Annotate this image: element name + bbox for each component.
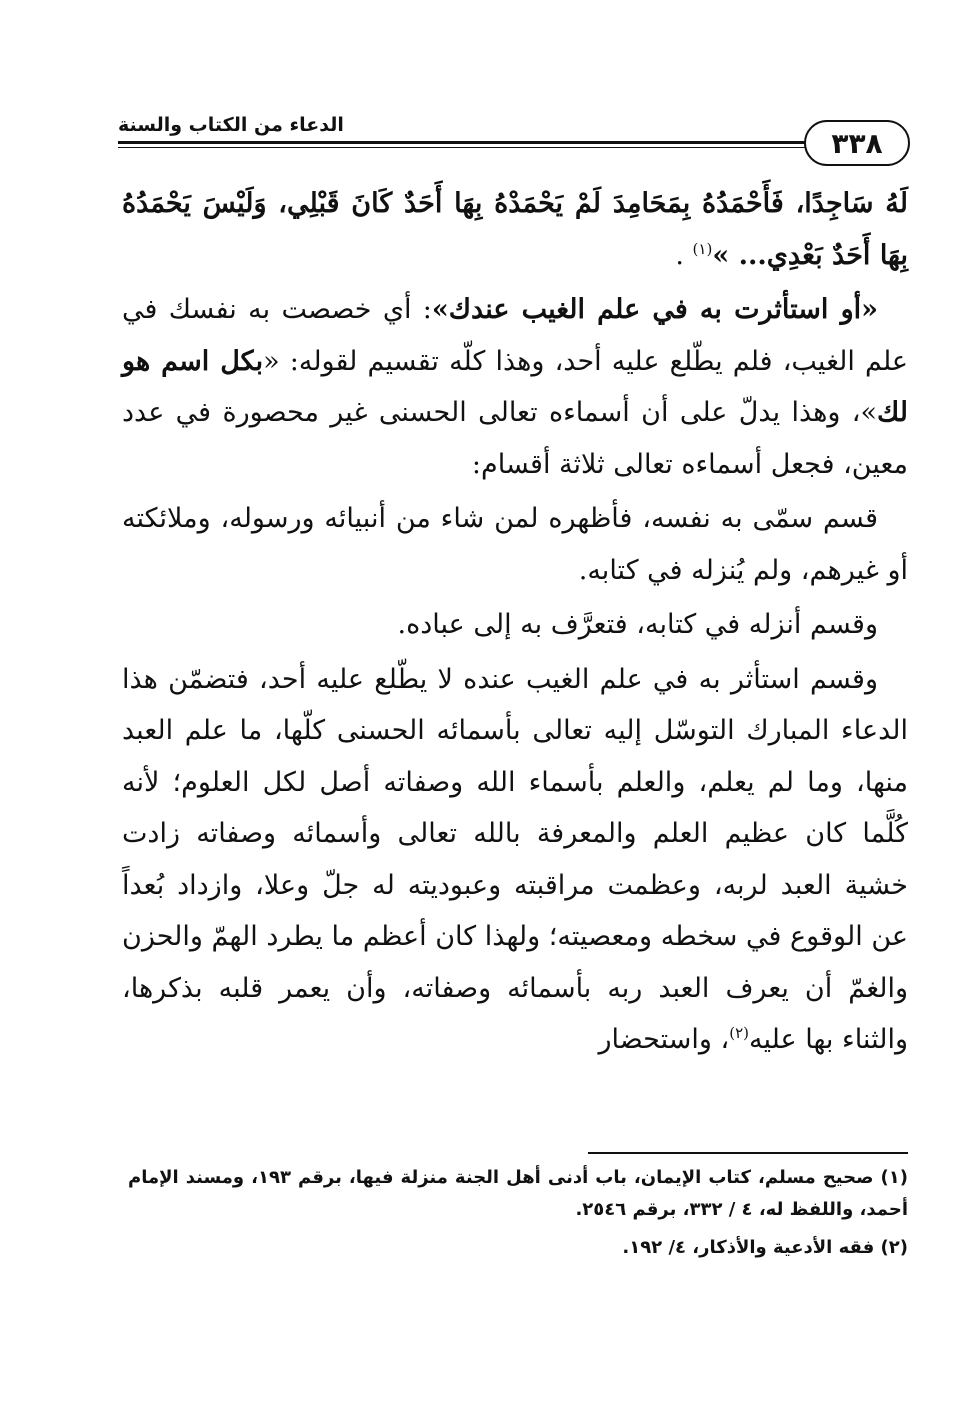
hadith-quote: لَهُ سَاجِدًا، فَأَحْمَدُهُ بِمَحَامِدَ لَمْ يَحْمَدْهُ بِهَا أَحَدٌ كَانَ قَبْلِي، وَلَيْسَ يَحْمَدُهُ بِهَا أَحَدٌ بَعْدِي... » bbox=[122, 188, 908, 271]
footnote-2: (٢) فقه الأدعية والأذكار، ٤/ ١٩٢. bbox=[622, 1237, 908, 1258]
paragraph-explanation bbox=[122, 284, 908, 490]
paragraph-division-1: قسم سمّى به نفسه، فأظهره لمن شاء من أنبيائه ورسوله، وملائكته أو غيرهم، ولم يُنزله في كتابه. bbox=[122, 503, 908, 586]
footnote-separator bbox=[588, 1152, 908, 1154]
division-3-text: وقسم استأثر به في علم الغيب عنده لا يطّلع عليه أحد، فتضمّن هذا الدعاء المبارك التوسّل إليه تعالى بأسمائه الحسنى كلّها، ما علم العبد منها، وما لم يعلم، والعلم بأسماء الله وصفاته أصل لكل العلوم؛ لأنه كُلَّما كان عظيم العلم والمعرفة بالله تعالى وأسمائه وصفاته زادت خشية العبد لربه، وعظمت مراقبته وعبوديته له جلّ وعلا، وازداد بُعداً عن الوقوع في سخطه ومعصيته؛ ولهذا كان أعظم ما يطرد الهمّ والحزن والغمّ أن يعرف العبد ربه بأسمائه وصفاته، وأن يعمر قلبه بذكرها، والثناء بها عليه bbox=[122, 663, 908, 1055]
footnotes bbox=[128, 1162, 908, 1270]
page-header bbox=[118, 100, 910, 172]
paragraph-division-2: وقسم أنزله في كتابه، فتعرَّف به إلى عباده. bbox=[397, 609, 878, 640]
division-3-end: ، واستحضار bbox=[598, 1024, 730, 1055]
header-rule-thin bbox=[118, 147, 806, 148]
footnote-1: (١) صحيح مسلم، كتاب الإيمان، باب أدنى أهل الجنة منزلة فيها، برقم ١٩٣، ومسند الإمام أحمد، واللفظ له، ٤ / ٣٣٢، برقم ٢٥٤٦. bbox=[128, 1167, 908, 1220]
main-text bbox=[122, 178, 908, 1069]
running-title: الدعاء من الكتاب والسنة bbox=[118, 114, 344, 136]
footnote-ref-2: (٢) bbox=[729, 1024, 749, 1042]
quoted-phrase: «أو استأثرت به في علم الغيب عندك» bbox=[431, 294, 878, 325]
paragraph-division-3 bbox=[122, 654, 908, 1066]
header-rule-thick bbox=[118, 141, 806, 144]
footnote-ref-1: (١) bbox=[692, 239, 713, 258]
explanation-text: : أي خصصت به نفسك في علم الغيب، فلم يطّلع عليه أحد، وهذا كلّه تقسيم لقوله: « bbox=[122, 294, 908, 377]
paragraph-end: . bbox=[675, 239, 693, 271]
explanation-text-2: »، وهذا يدلّ على أن أسماءه تعالى الحسنى غير محصورة في عدد معين، فجعل أسماءه تعالى ثلاثة أقسام: bbox=[122, 397, 908, 480]
page-number: ٣٣٨ bbox=[804, 120, 910, 166]
quoted-phrase-2: بكل اسم هو لك bbox=[122, 345, 908, 428]
paragraph-hadith-end bbox=[122, 178, 908, 281]
